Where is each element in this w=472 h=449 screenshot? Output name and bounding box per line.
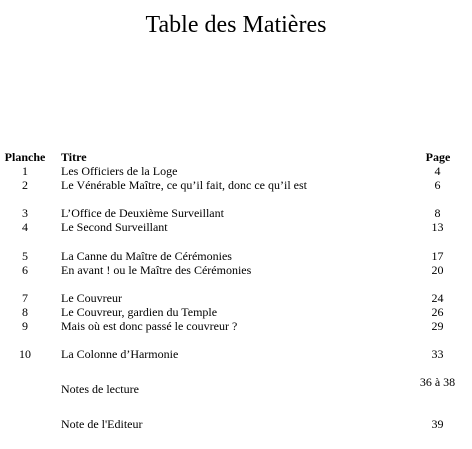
entry-title: La Colonne d’Harmonie bbox=[61, 347, 179, 361]
entry-number: 5 bbox=[22, 249, 28, 263]
entry-title: Les Officiers de la Loge bbox=[61, 164, 178, 178]
entry-page: 13 bbox=[431, 220, 444, 234]
toc-entry bbox=[0, 178, 472, 192]
entry-title: En avant ! ou le Maître des Cérémonies bbox=[61, 263, 252, 277]
entry-number: 7 bbox=[22, 291, 28, 305]
toc-entry bbox=[0, 291, 472, 305]
entry-page: 36 à 38 bbox=[419, 375, 456, 389]
entry-title: Notes de lecture bbox=[61, 382, 139, 396]
toc-entry bbox=[0, 220, 472, 234]
entry-title: Mais où est donc passé le couvreur ? bbox=[61, 319, 238, 333]
toc-entry bbox=[0, 164, 472, 178]
toc-entry bbox=[0, 263, 472, 277]
toc-entry bbox=[0, 249, 472, 263]
page-column-header: Page bbox=[425, 150, 451, 164]
planche-column-header: Planche bbox=[4, 150, 46, 164]
toc-entry bbox=[0, 417, 472, 431]
entry-number: 1 bbox=[22, 164, 28, 178]
entry-number: 3 bbox=[22, 206, 28, 220]
entry-page: 4 bbox=[434, 164, 441, 178]
entry-page: 26 bbox=[431, 305, 444, 319]
entry-page: 20 bbox=[431, 263, 444, 277]
entry-title: Le Couvreur bbox=[61, 291, 122, 305]
entry-title: L’Office de Deuxième Surveillant bbox=[61, 206, 224, 220]
toc-entry bbox=[0, 305, 472, 319]
entry-page: 33 bbox=[431, 347, 444, 361]
toc-entry bbox=[0, 206, 472, 220]
entry-number: 4 bbox=[22, 220, 28, 234]
page-title: Table des Matières bbox=[145, 12, 327, 38]
entry-title: Le Second Surveillant bbox=[61, 220, 168, 234]
entry-number: 9 bbox=[22, 319, 28, 333]
entry-title: Le Couvreur, gardien du Temple bbox=[61, 305, 218, 319]
toc-header-row bbox=[0, 150, 472, 164]
entry-page: 8 bbox=[434, 206, 441, 220]
entry-number: 10 bbox=[19, 347, 31, 361]
entry-page: 17 bbox=[431, 249, 444, 263]
entry-page: 6 bbox=[434, 178, 441, 192]
toc-entry bbox=[0, 347, 472, 361]
entry-number: 2 bbox=[22, 178, 28, 192]
entry-number: 6 bbox=[22, 263, 28, 277]
entry-number: 8 bbox=[22, 305, 28, 319]
titre-column-header: Titre bbox=[61, 150, 87, 164]
toc-entry bbox=[0, 375, 472, 396]
entry-title: La Canne du Maître de Cérémonies bbox=[61, 249, 232, 263]
entry-title: Le Vénérable Maître, ce qu’il fait, donc ce qu’il est bbox=[61, 178, 308, 192]
entry-page: 24 bbox=[431, 291, 444, 305]
entry-page: 39 bbox=[431, 417, 444, 431]
entry-page: 29 bbox=[431, 319, 444, 333]
entry-title: Note de l'Editeur bbox=[61, 417, 143, 431]
toc-entry bbox=[0, 319, 472, 333]
